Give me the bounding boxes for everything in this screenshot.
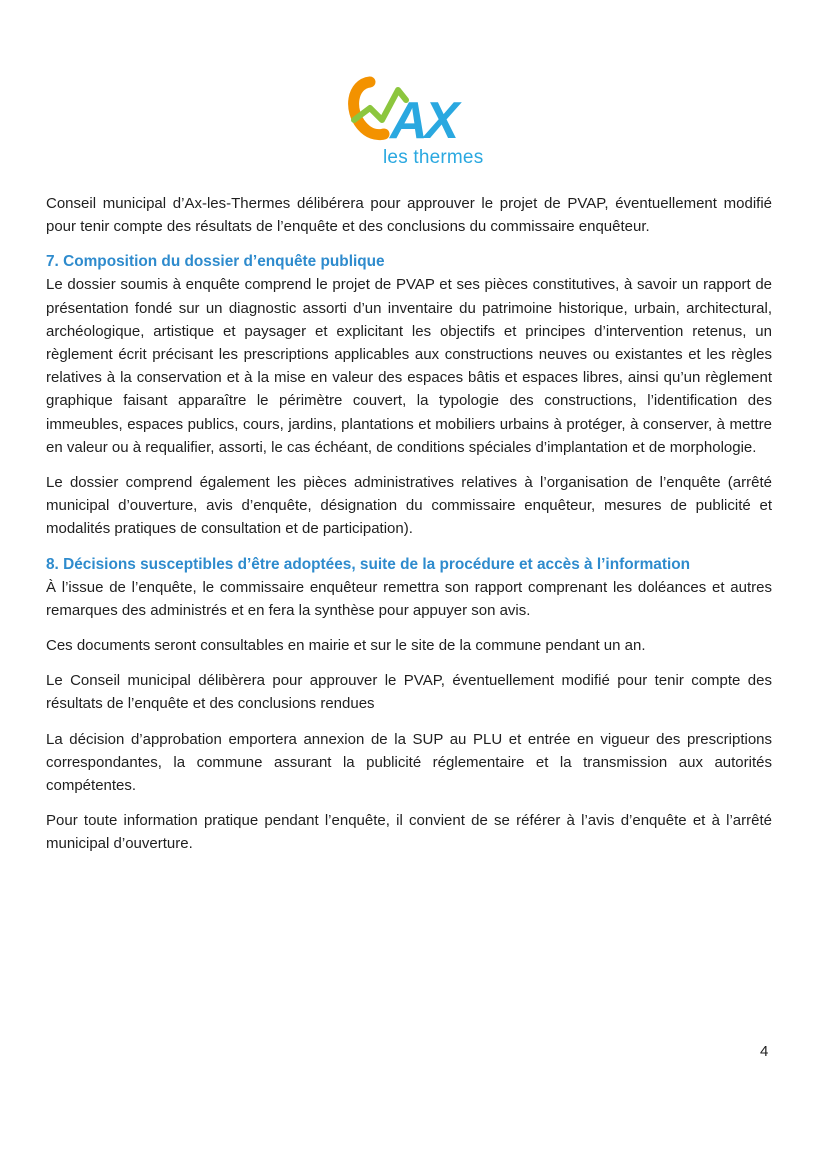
section-7-paragraph: Le dossier soumis à enquête comprend le projet de PVAP et ses pièces constitutives, à savoir un rapport de présentation fondé sur un diagnostic assorti d’un inventaire du patrimoine historique, urbain, architectural, archéologique, artistique et paysager et explicitant les objectifs et principes d’intervention retenus, un règlement écrit précisant les prescriptions applicables aux constructions neuves ou existantes et les règles relatives à la conservation et à la mise en valeur des espaces bâtis et espaces libres, ainsi qu’un règlement graphique faisant apparaître le périmètre couvert, la typologie des constructions, l’identification des immeubles, espaces publics, cours, jardins, plantations et mobiliers urbains à protéger, à conserver, à mettre en valeur ou à requalifier, assorti, le cas échéant, de conditions spéciales d’implantation et de morphologie. bbox=[46, 276, 772, 456]
document-body bbox=[46, 192, 772, 868]
section-8-paragraph: Pour toute information pratique pendant l’enquête, il convient de se référer à l’avis d’enquête et à l’arrêté municipal d’ouverture. bbox=[46, 812, 772, 853]
section-7-paragraph: Le dossier comprend également les pièces administratives relatives à l’organisation de l’enquête (arrêté municipal d’ouverture, avis d’enquête, désignation du commissaire enquêteur, mesures de publicité et modalités pratiques de consultation et de participation). bbox=[46, 474, 772, 538]
intro-paragraph: Conseil municipal d’Ax-les-Thermes délibérera pour approuver le projet de PVAP, éventuellement modifié pour tenir compte des résultats de l’enquête et des conclusions du commissaire enquêteur. bbox=[46, 195, 772, 236]
section-8-paragraph: À l’issue de l’enquête, le commissaire enquêteur remettra son rapport comprenant les doléances et autres remarques des administrés et en fera la synthèse pour appuyer son avis. bbox=[46, 578, 772, 619]
logo-mark-icon bbox=[340, 70, 480, 150]
logo-caption: les thermes bbox=[383, 147, 484, 168]
logo-mark-text: AX bbox=[390, 92, 457, 150]
section-8-heading: 8. Décisions susceptibles d’être adoptées, suite de la procédure et accès à l’information bbox=[46, 555, 691, 573]
page-number: 4 bbox=[760, 1043, 769, 1060]
section-8-paragraph: La décision d’approbation emportera annexion de la SUP au PLU et entrée en vigueur des prescriptions correspondantes, la commune assurant la publicité réglementaire et la transmission aux autorités compétentes. bbox=[46, 730, 772, 795]
section-8-paragraph: Le Conseil municipal délibèrera pour approuver le PVAP, éventuellement modifié pour tenir compte des résultats de l’enquête et des conclusions rendues bbox=[46, 672, 772, 713]
section-7-heading: 7. Composition du dossier d’enquête publique bbox=[46, 253, 385, 271]
section-8-paragraph: Ces documents seront consultables en mairie et sur le site de la commune pendant un an. bbox=[46, 637, 646, 655]
